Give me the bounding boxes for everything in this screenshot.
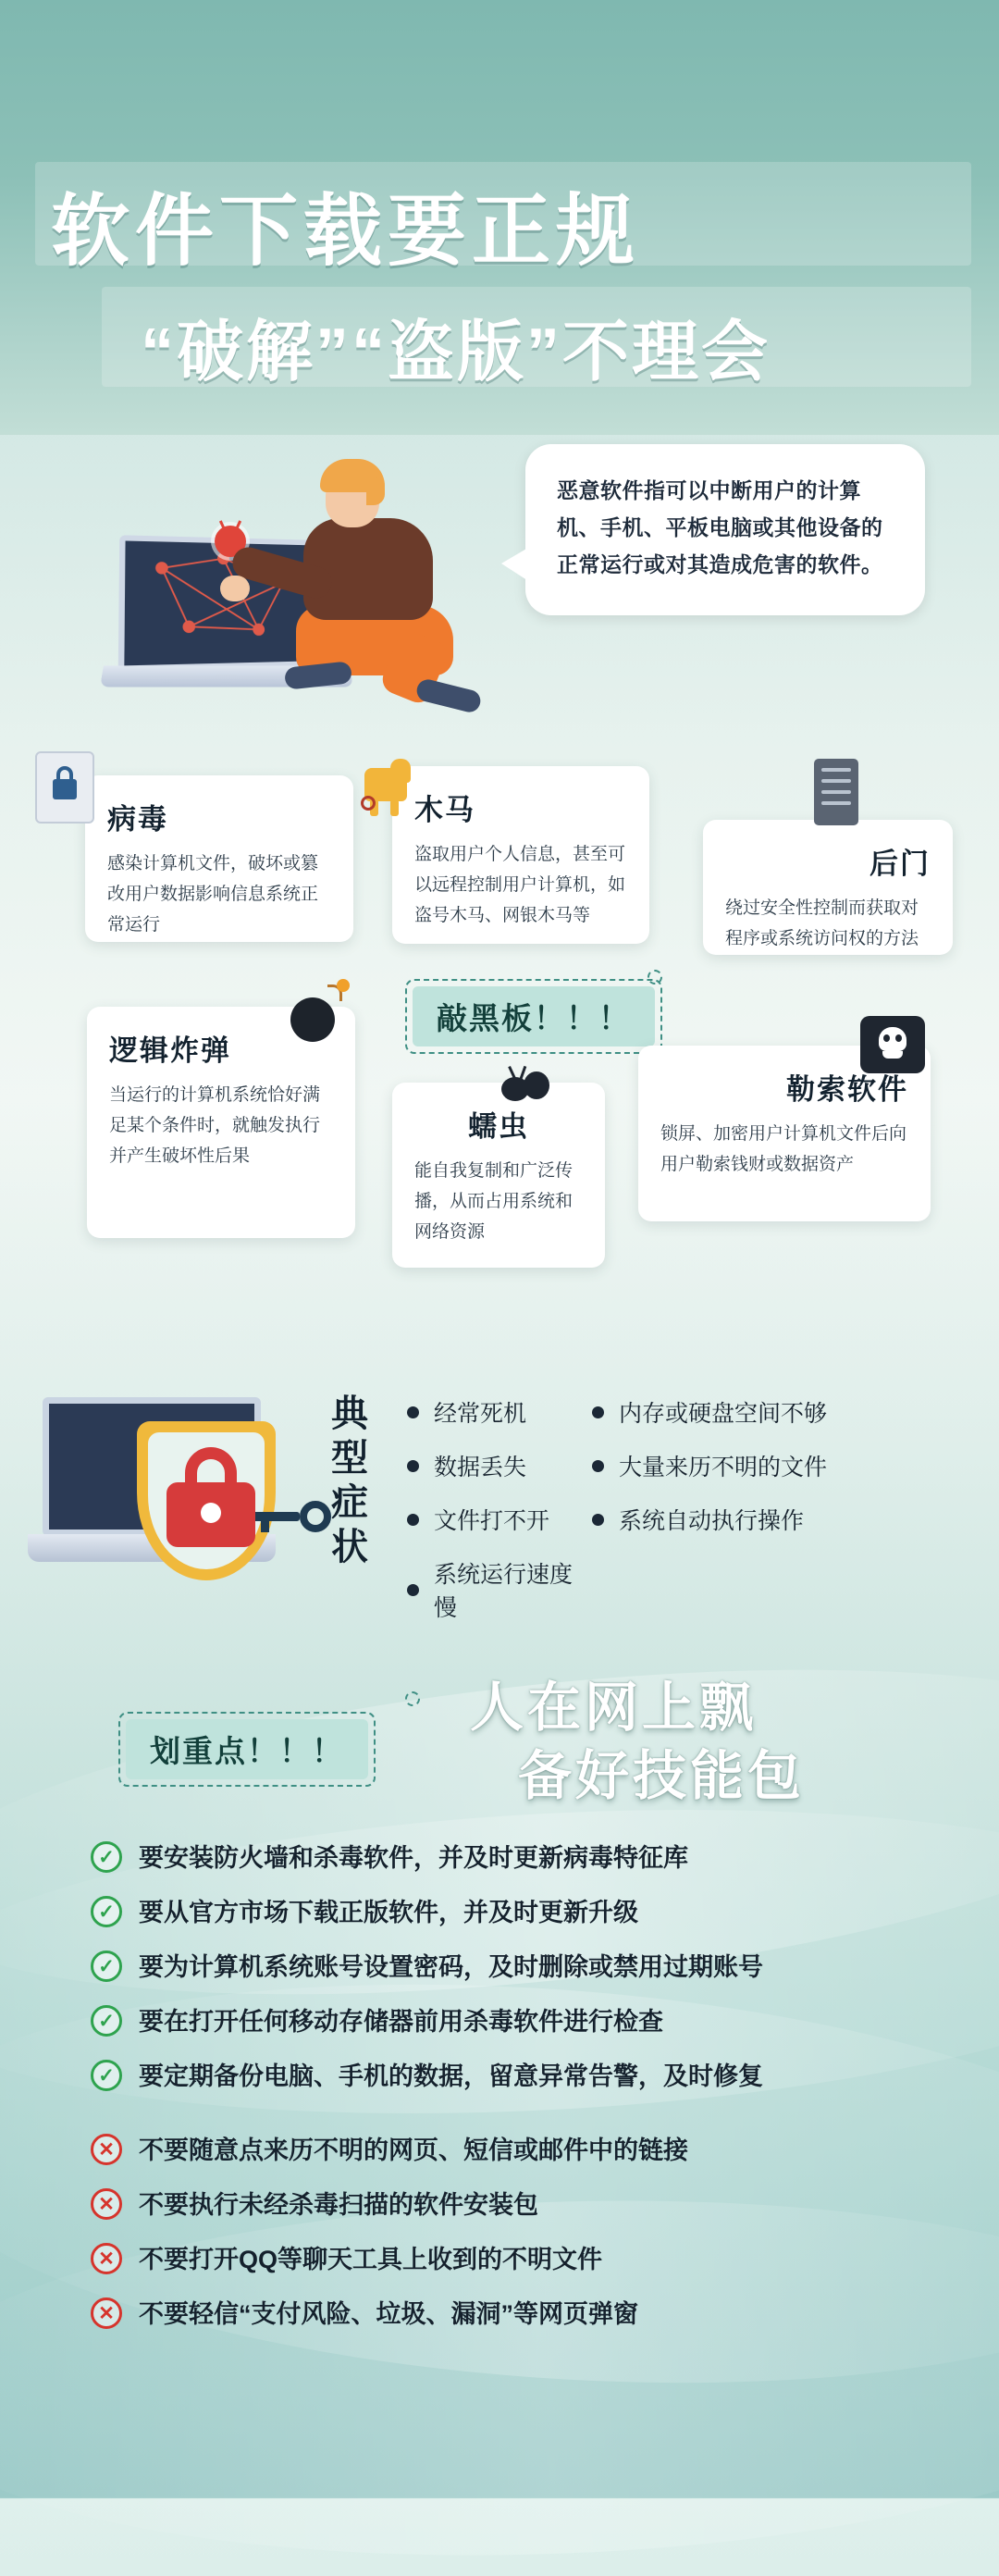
check-circle-icon: ✓ <box>91 1896 122 1927</box>
threat-card-title: 病毒 <box>107 803 168 836</box>
symptom-item <box>407 1395 592 1429</box>
do-item-text: 要从官方市场下载正版软件，并及时更新升级 <box>139 1899 638 1926</box>
key-icon <box>242 1501 331 1532</box>
symptoms-left-column <box>407 1395 592 1643</box>
threat-card-desc: 当运行的计算机系统恰好满足某个条件时，就触发执行并产生破坏性后果 <box>109 1085 321 1166</box>
threat-card-desc: 锁屏、加密用户计算机文件后向用户勒索钱财或数据资产 <box>660 1124 907 1174</box>
symptoms-section <box>0 1369 999 1647</box>
skull-icon <box>860 1016 925 1073</box>
speech-bubble-text: 恶意软件指可以中断用户的计算机、手机、平板电脑或其他设备的正常运行或对其造成危害的软件。 <box>557 478 883 576</box>
check-circle-icon: ✓ <box>91 2005 122 2037</box>
cross-circle-icon: ✕ <box>91 2188 122 2220</box>
threat-card-title: 木马 <box>414 794 475 826</box>
list-item <box>91 2060 999 2093</box>
list-item <box>91 1951 999 1984</box>
list-item <box>91 2297 999 2331</box>
do-item-text: 要在打开任何移动存储器前用杀毒软件进行检查 <box>139 2008 663 2036</box>
threat-card-desc: 盗取用户个人信息，甚至可以远程控制用户计算机，如盗号木马、网银木马等 <box>414 845 626 925</box>
do-item-text: 要定期备份电脑、手机的数据，留意异常告警，及时修复 <box>139 2062 763 2090</box>
symptom-text: 大量来历不明的文件 <box>619 1455 828 1480</box>
threat-card-desc: 感染计算机文件，破坏或篡改用户数据影响信息系统正常运行 <box>107 854 319 935</box>
threat-card-title: 后门 <box>870 848 931 880</box>
symptom-item <box>407 1449 592 1482</box>
dont-item-text: 不要轻信“支付风险、垃圾、漏洞”等网页弹窗 <box>139 2300 638 2328</box>
blackboard-label-text: 敲黑板！！！ <box>413 986 655 1046</box>
symptom-item <box>407 1503 592 1536</box>
threat-card-title: 蠕虫 <box>468 1110 529 1143</box>
decorative-dot <box>648 970 662 985</box>
keypoints-label <box>118 1712 376 1787</box>
dont-item-text: 不要随意点来历不明的网页、短信或邮件中的链接 <box>139 2136 688 2164</box>
page-title-line1: 软件下载要正规 <box>51 188 641 276</box>
symptom-item <box>592 1503 897 1536</box>
list-item <box>91 2188 999 2222</box>
decorative-dot <box>405 1691 420 1706</box>
list-item <box>91 1896 999 1929</box>
server-icon <box>814 759 858 825</box>
keypoints-title-line2: 备好技能包 <box>518 1746 806 1806</box>
threat-card-backdoor <box>703 820 953 955</box>
symptom-text: 数据丢失 <box>434 1455 527 1480</box>
check-circle-icon: ✓ <box>91 2060 122 2091</box>
threat-card-desc: 绕过安全性控制而获取对程序或系统访问权的方法 <box>725 898 919 948</box>
cross-circle-icon: ✕ <box>91 2297 122 2329</box>
dont-item-text: 不要执行未经杀毒扫描的软件安装包 <box>139 2191 538 2219</box>
list-item <box>91 2243 999 2276</box>
symptom-text: 内存或硬盘空间不够 <box>619 1401 828 1427</box>
threat-card-title: 逻辑炸弹 <box>109 1034 231 1067</box>
threat-card-desc: 能自我复制和广泛传播，从而占用系统和网络资源 <box>414 1161 574 1242</box>
list-item <box>91 2005 999 2038</box>
symptom-text: 系统运行速度慢 <box>434 1562 574 1621</box>
padlock-icon <box>166 1445 255 1547</box>
symptom-text: 文件打不开 <box>434 1508 550 1534</box>
header-banner <box>0 0 999 435</box>
worm-icon <box>498 1060 557 1110</box>
laptop-shield-illustration <box>28 1397 305 1591</box>
list-item <box>91 2134 999 2167</box>
trojan-horse-icon <box>359 759 414 816</box>
speech-bubble <box>525 444 925 615</box>
symptom-item <box>407 1556 592 1623</box>
keypoints-label-text: 划重点！！！ <box>126 1719 368 1779</box>
threat-card-virus <box>85 775 353 942</box>
lock-icon <box>35 751 94 824</box>
do-list <box>0 1841 999 2114</box>
symptoms-right-column <box>592 1395 897 1556</box>
dont-item-text: 不要打开QQ等聊天工具上收到的不明文件 <box>139 2246 603 2273</box>
cross-circle-icon: ✕ <box>91 2134 122 2165</box>
symptom-text: 经常死机 <box>434 1401 527 1427</box>
check-circle-icon: ✓ <box>91 1841 122 1873</box>
symptom-text: 系统自动执行操作 <box>619 1508 805 1534</box>
threat-card-trojan <box>392 766 649 944</box>
threat-card-title: 勒索软件 <box>786 1073 908 1106</box>
list-item <box>91 1841 999 1875</box>
blackboard-label <box>405 979 662 1054</box>
bomb-icon <box>287 983 348 1044</box>
symptom-item <box>592 1449 897 1482</box>
do-item-text: 要安装防火墙和杀毒软件，并及时更新病毒特征库 <box>139 1844 688 1872</box>
cross-circle-icon: ✕ <box>91 2243 122 2274</box>
check-circle-icon: ✓ <box>91 1951 122 1982</box>
person-illustration <box>278 453 518 722</box>
dont-list <box>0 2134 999 2352</box>
do-item-text: 要为计算机系统账号设置密码，及时删除或禁用过期账号 <box>139 1953 763 1981</box>
symptom-item <box>592 1395 897 1429</box>
hero-illustration <box>0 435 999 740</box>
symptoms-title: 典型症状 <box>331 1393 368 1567</box>
keypoints-title-line1: 人在网上飘 <box>470 1678 758 1738</box>
page-title-line2: “破解”“盗版”不理会 <box>141 316 771 390</box>
threat-card-worm <box>392 1083 605 1268</box>
